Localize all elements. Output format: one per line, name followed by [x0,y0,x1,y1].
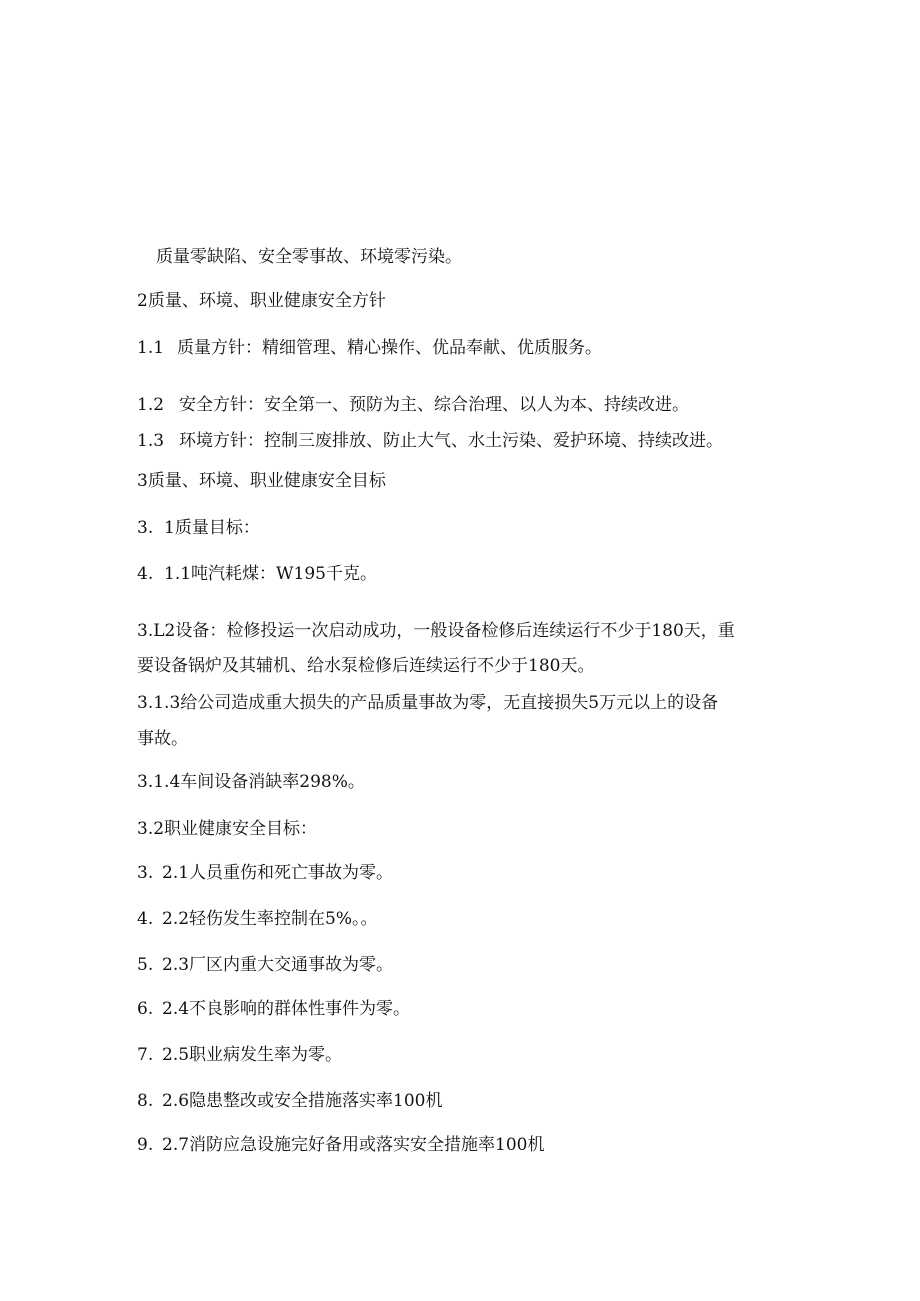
list-number: 5. [137,955,154,975]
intro-text: 质量零缺陷、安全零事故、环境零污染。 [156,247,462,267]
quality-item-text: 要设备锅炉及其辅机、给水泵检修后连续运行不少于180天。 [137,656,595,676]
list-number: 8. [137,1091,154,1111]
ohs-item-text: 2.5职业病发生率为零。 [162,1045,343,1065]
ohs-item-text: 2.4不良影响的群体性事件为零。 [162,999,411,1019]
list-number: 4. [137,564,154,584]
quality-goal-title: 1质量目标： [164,518,260,538]
list-number: 3. [137,518,154,538]
list-number: 4. [137,909,154,929]
list-number: 3. [137,863,154,883]
list-number: 7. [137,1045,154,1065]
quality-item-text: 3.L2设备：检修投运一次启动成功，一般设备检修后连续运行不少于180天，重 [137,621,735,641]
ohs-item-text: 2.6隐患整改或安全措施落实率100机 [162,1091,443,1111]
policy-number: 1.2 [137,395,165,415]
list-number: 9. [137,1135,154,1155]
policy-number: 1.1 [137,338,165,358]
list-number: 6. [137,999,154,1019]
section-3-title: 3质量、环境、职业健康安全目标 [137,471,386,491]
ohs-item-text: 2.1人员重伤和死亡事故为零。 [162,863,394,883]
quality-item-text: 3.1.3给公司造成重大损失的产品质量事故为零，无直接损失5万元以上的设备 [137,693,719,713]
quality-item-text: 3.1.4车间设备消缺率298%。 [137,772,365,792]
policy-text: 环境方针：控制三废排放、防止大气、水土污染、爱护环境、持续改进。 [179,431,723,451]
ohs-goal-title: 3.2职业健康安全目标： [137,819,318,839]
policy-text: 安全方针：安全第一、预防为主、综合治理、以人为本、持续改进。 [179,395,689,415]
policy-number: 1.3 [137,431,165,451]
ohs-item-text: 2.7消防应急设施完好备用或落实安全措施率100机 [162,1135,545,1155]
ohs-item-text: 2.2轻伤发生率控制在5%。。 [162,909,378,929]
section-2-title: 2质量、环境、职业健康安全方针 [137,291,386,311]
policy-text: 质量方针：精细管理、精心操作、优品奉献、优质服务。 [177,338,602,358]
quality-item-text: 1.1吨汽耗煤：W195千克。 [164,564,377,584]
quality-item-text: 事故。 [137,729,188,749]
ohs-item-text: 2.3厂区内重大交通事故为零。 [162,955,394,975]
